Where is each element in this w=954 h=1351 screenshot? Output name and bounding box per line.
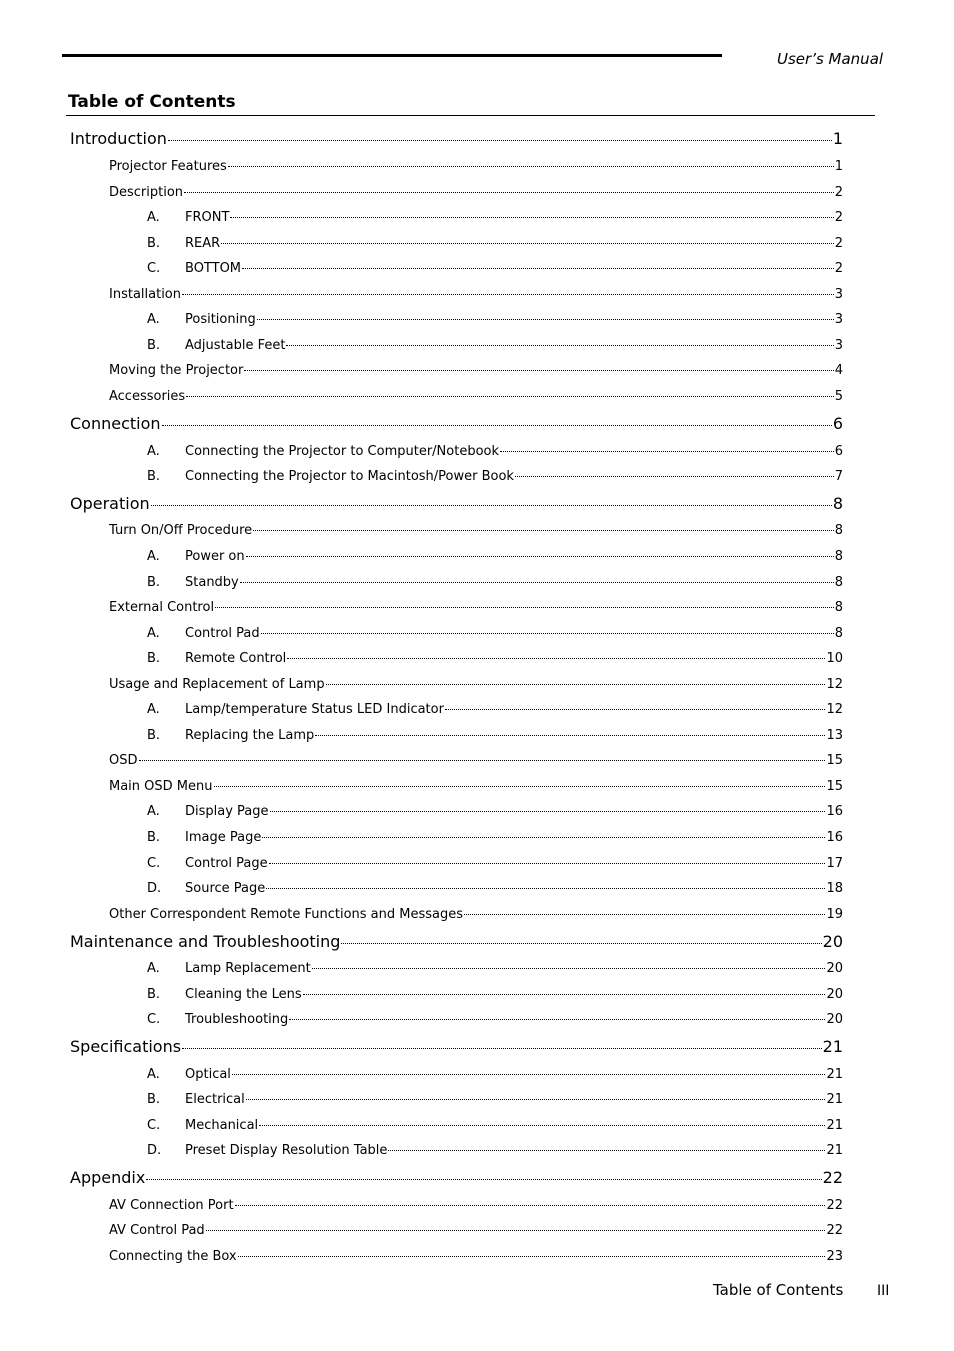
toc-entry-title: Replacing the Lamp <box>185 727 315 743</box>
dot-leader <box>206 1218 826 1231</box>
toc-entry-page: 7 <box>834 468 843 484</box>
toc-entry-title: External Control <box>109 599 215 615</box>
toc-entry[interactable] <box>109 905 843 922</box>
dot-leader <box>230 205 833 218</box>
toc-entry-letter: A. <box>147 625 160 641</box>
toc-entry-page: 19 <box>826 906 843 922</box>
dot-leader <box>151 491 832 506</box>
toc-entry-title: Specifications <box>70 1037 182 1057</box>
toc-entry[interactable] <box>70 129 843 148</box>
dot-leader <box>269 851 826 864</box>
dot-leader <box>266 876 825 889</box>
footer-section-label: Table of Contents <box>713 1281 844 1299</box>
dot-leader <box>515 464 834 477</box>
toc-entry-title: Turn On/Off Procedure <box>109 522 253 538</box>
dot-leader <box>139 748 826 761</box>
toc-entry-title: Optical <box>185 1066 231 1082</box>
toc-entry-letter: C. <box>147 855 161 871</box>
toc-entry-page: 21 <box>826 1142 843 1158</box>
dot-leader <box>246 544 834 557</box>
toc-entry-title: Troubleshooting <box>185 1011 289 1027</box>
toc-entry[interactable] <box>147 985 843 1002</box>
dot-leader <box>315 723 825 736</box>
toc-entry-title: Operation <box>70 494 150 514</box>
dot-leader <box>289 1007 825 1020</box>
dot-leader <box>184 180 834 193</box>
toc-entry[interactable] <box>70 932 843 951</box>
toc-entry-page: 8 <box>834 548 843 564</box>
toc-entry-page: 4 <box>834 362 843 378</box>
toc-entry-page: 3 <box>834 337 843 353</box>
toc-entry[interactable] <box>147 879 843 896</box>
dot-leader <box>464 902 825 915</box>
dot-leader <box>182 1034 822 1049</box>
dot-leader <box>257 307 834 320</box>
toc-entry-letter: C. <box>147 1011 161 1027</box>
toc-entry[interactable] <box>147 649 843 666</box>
toc-entry[interactable] <box>147 573 843 590</box>
toc-entry-letter: C. <box>147 260 161 276</box>
dot-leader <box>388 1138 825 1151</box>
dot-leader <box>215 595 834 608</box>
dot-leader <box>186 384 834 397</box>
toc-entry-title: Power on <box>185 548 245 564</box>
toc-entry-letter: B. <box>147 650 161 666</box>
toc-entry-title: Accessories <box>109 388 186 404</box>
toc-entry[interactable] <box>147 624 843 641</box>
dot-leader <box>500 439 834 452</box>
toc-entry-page: 10 <box>826 650 843 666</box>
toc-entry-page: 2 <box>834 209 843 225</box>
toc-entry-letter: A. <box>147 1066 160 1082</box>
toc-entry-title: Source Page <box>185 880 266 896</box>
toc-entry-page: 16 <box>826 829 843 845</box>
toc-entry-page: 22 <box>822 1168 843 1188</box>
toc-entry-title: Maintenance and Troubleshooting <box>70 932 341 952</box>
toc-entry-title: Control Page <box>185 855 268 871</box>
toc-entry[interactable] <box>147 547 843 564</box>
toc-entry[interactable] <box>147 854 843 871</box>
dot-leader <box>162 411 832 426</box>
toc-entry[interactable] <box>109 387 843 404</box>
toc-entry-page: 12 <box>826 701 843 717</box>
dot-leader <box>221 231 834 244</box>
dot-leader <box>246 1087 826 1100</box>
dot-leader <box>235 1193 826 1206</box>
toc-entry-title: Projector Features <box>109 158 227 174</box>
toc-entry-page: 3 <box>834 311 843 327</box>
dot-leader <box>445 697 826 710</box>
toc-entry-page: 5 <box>834 388 843 404</box>
toc-entry[interactable] <box>70 494 843 513</box>
footer-page-number: III <box>877 1283 890 1299</box>
dot-leader <box>146 1165 821 1180</box>
toc-entry-page: 15 <box>826 778 843 794</box>
toc-entry-letter: B. <box>147 235 161 251</box>
toc-entry-title: BOTTOM <box>185 260 242 276</box>
toc-entry-title: Preset Display Resolution Table <box>185 1142 388 1158</box>
toc-entry[interactable] <box>70 1037 843 1056</box>
toc-entry[interactable] <box>109 183 843 200</box>
toc-entry[interactable] <box>109 285 843 302</box>
toc-entry-page: 6 <box>834 443 843 459</box>
toc-entry-page: 20 <box>826 1011 843 1027</box>
toc-entry-page: 2 <box>834 260 843 276</box>
toc-entry-page: 20 <box>826 986 843 1002</box>
toc-entry-letter: B. <box>147 727 161 743</box>
dot-leader <box>303 982 826 995</box>
toc-entry-page: 21 <box>826 1117 843 1133</box>
toc-entry-page: 6 <box>832 414 843 434</box>
toc-entry[interactable] <box>109 157 843 174</box>
dot-leader <box>232 1062 826 1075</box>
toc-entry-title: Adjustable Feet <box>185 337 286 353</box>
dot-leader <box>270 799 826 812</box>
toc-entry-title: Connecting the Projector to Macintosh/Power Book <box>185 468 514 484</box>
toc-entry[interactable] <box>147 336 843 353</box>
toc-entry-page: 21 <box>826 1066 843 1082</box>
toc-entry[interactable] <box>147 700 843 717</box>
toc-entry-title: Introduction <box>70 129 167 149</box>
toc-entry-title: Main OSD Menu <box>109 778 213 794</box>
toc-entry[interactable] <box>109 521 843 538</box>
toc-entry-title: OSD <box>109 752 138 768</box>
toc-entry-letter: D. <box>147 1142 162 1158</box>
toc-entry[interactable] <box>147 467 843 484</box>
toc-entry[interactable] <box>147 442 843 459</box>
toc-entry-page: 21 <box>822 1037 843 1057</box>
toc-entry[interactable] <box>70 414 843 433</box>
toc-entry[interactable] <box>147 1010 843 1027</box>
toc-entry-page: 20 <box>822 932 843 952</box>
toc-entry-page: 17 <box>826 855 843 871</box>
toc-entry-letter: A. <box>147 548 160 564</box>
dot-leader <box>261 621 834 634</box>
dot-leader <box>287 646 825 659</box>
toc-entry-page: 12 <box>826 676 843 692</box>
dot-leader <box>228 154 834 167</box>
toc-entry-page: 8 <box>834 625 843 641</box>
toc-entry-letter: D. <box>147 880 162 896</box>
toc-entry-title: Other Correspondent Remote Functions and Messages <box>109 906 464 922</box>
toc-entry-title: Connecting the Projector to Computer/Notebook <box>185 443 500 459</box>
toc-entry-page: 15 <box>826 752 843 768</box>
dot-leader <box>312 956 826 969</box>
toc-entry-letter: A. <box>147 803 160 819</box>
dot-leader <box>286 333 833 346</box>
toc-entry-letter: A. <box>147 701 160 717</box>
dot-leader <box>259 1113 825 1126</box>
toc-entry-page: 3 <box>834 286 843 302</box>
toc-entry[interactable] <box>147 802 843 819</box>
toc-entry[interactable] <box>109 1196 843 1213</box>
toc-entry-title: Installation <box>109 286 182 302</box>
toc-entry-title: Appendix <box>70 1168 146 1188</box>
toc-entry-title: Usage and Replacement of Lamp <box>109 676 325 692</box>
toc-entry-page: 20 <box>826 960 843 976</box>
toc-entry[interactable] <box>147 208 843 225</box>
toc-entry-letter: B. <box>147 574 161 590</box>
toc-entry-title: Electrical <box>185 1091 245 1107</box>
toc-entry[interactable] <box>109 751 843 768</box>
toc-entry-title: Image Page <box>185 829 262 845</box>
dot-leader <box>244 358 833 371</box>
toc-entry-page: 18 <box>826 880 843 896</box>
toc-entry-page: 1 <box>832 129 843 149</box>
toc-entry[interactable] <box>70 1168 843 1187</box>
toc-entry-title: AV Control Pad <box>109 1222 205 1238</box>
toc-entry[interactable] <box>109 675 843 692</box>
toc-entry-page: 8 <box>834 522 843 538</box>
dot-leader <box>214 774 826 787</box>
toc-entry[interactable] <box>147 259 843 276</box>
dot-leader <box>253 518 834 531</box>
toc-entry-title: Remote Control <box>185 650 287 666</box>
toc-entry-page: 2 <box>834 184 843 200</box>
dot-leader <box>341 929 821 944</box>
toc-entry-title: Positioning <box>185 311 256 327</box>
toc-entry[interactable] <box>147 234 843 251</box>
toc-entry[interactable] <box>109 598 843 615</box>
toc-entry-title: Standby <box>185 574 239 590</box>
toc-entry-letter: B. <box>147 829 161 845</box>
toc-entry-letter: B. <box>147 468 161 484</box>
toc-entry-letter: A. <box>147 209 160 225</box>
toc-entry-page: 23 <box>826 1248 843 1264</box>
toc-entry[interactable] <box>147 828 843 845</box>
toc-entry-letter: A. <box>147 311 160 327</box>
toc-entry-title: REAR <box>185 235 221 251</box>
toc-entry-title: Connecting the Box <box>109 1248 237 1264</box>
toc-entry[interactable] <box>147 310 843 327</box>
toc-entry-title: FRONT <box>185 209 230 225</box>
toc-entry-page: 16 <box>826 803 843 819</box>
toc-entry[interactable] <box>109 1221 843 1238</box>
toc-entry-letter: B. <box>147 1091 161 1107</box>
dot-leader <box>240 570 834 583</box>
dot-leader <box>238 1244 826 1257</box>
manual-title: User’s Manual <box>777 50 884 68</box>
toc-entry-letter: B. <box>147 986 161 1002</box>
toc-entry-page: 2 <box>834 235 843 251</box>
toc-entry-page: 8 <box>834 599 843 615</box>
toc-entry-title: Control Pad <box>185 625 260 641</box>
toc-entry[interactable] <box>147 1116 843 1133</box>
toc-entry-title: Description <box>109 184 184 200</box>
toc-entry[interactable] <box>147 1065 843 1082</box>
toc-entry-page: 21 <box>826 1091 843 1107</box>
dot-leader <box>168 126 832 141</box>
toc-entry-title: Lamp/temperature Status LED Indicator <box>185 701 444 717</box>
toc-entry[interactable] <box>109 1247 843 1264</box>
toc-entry[interactable] <box>147 1090 843 1107</box>
toc-entry-page: 8 <box>832 494 843 514</box>
toc-entry[interactable] <box>147 1141 843 1158</box>
toc-entry[interactable] <box>109 777 843 794</box>
toc-entry-page: 22 <box>826 1197 843 1213</box>
toc-heading: Table of Contents <box>68 92 236 112</box>
toc-entry-page: 8 <box>834 574 843 590</box>
toc-entry[interactable] <box>147 726 843 743</box>
toc-entry-letter: B. <box>147 337 161 353</box>
toc-entry-page: 1 <box>834 158 843 174</box>
toc-entry-page: 22 <box>826 1222 843 1238</box>
toc-entry[interactable] <box>109 361 843 378</box>
dot-leader <box>182 282 834 295</box>
toc-entry[interactable] <box>147 959 843 976</box>
dot-leader <box>242 256 834 269</box>
toc-entry-letter: C. <box>147 1117 161 1133</box>
toc-entry-title: Connection <box>70 414 161 434</box>
toc-entry-letter: A. <box>147 960 160 976</box>
toc-entry-title: Display Page <box>185 803 269 819</box>
toc-entry-title: AV Connection Port <box>109 1197 234 1213</box>
toc-entry-page: 13 <box>826 727 843 743</box>
toc-entry-title: Mechanical <box>185 1117 259 1133</box>
dot-leader <box>326 672 826 685</box>
toc-entry-title: Cleaning the Lens <box>185 986 302 1002</box>
dot-leader <box>262 825 825 838</box>
toc-entry-letter: A. <box>147 443 160 459</box>
toc-entry-title: Lamp Replacement <box>185 960 311 976</box>
toc-entry-title: Moving the Projector <box>109 362 244 378</box>
